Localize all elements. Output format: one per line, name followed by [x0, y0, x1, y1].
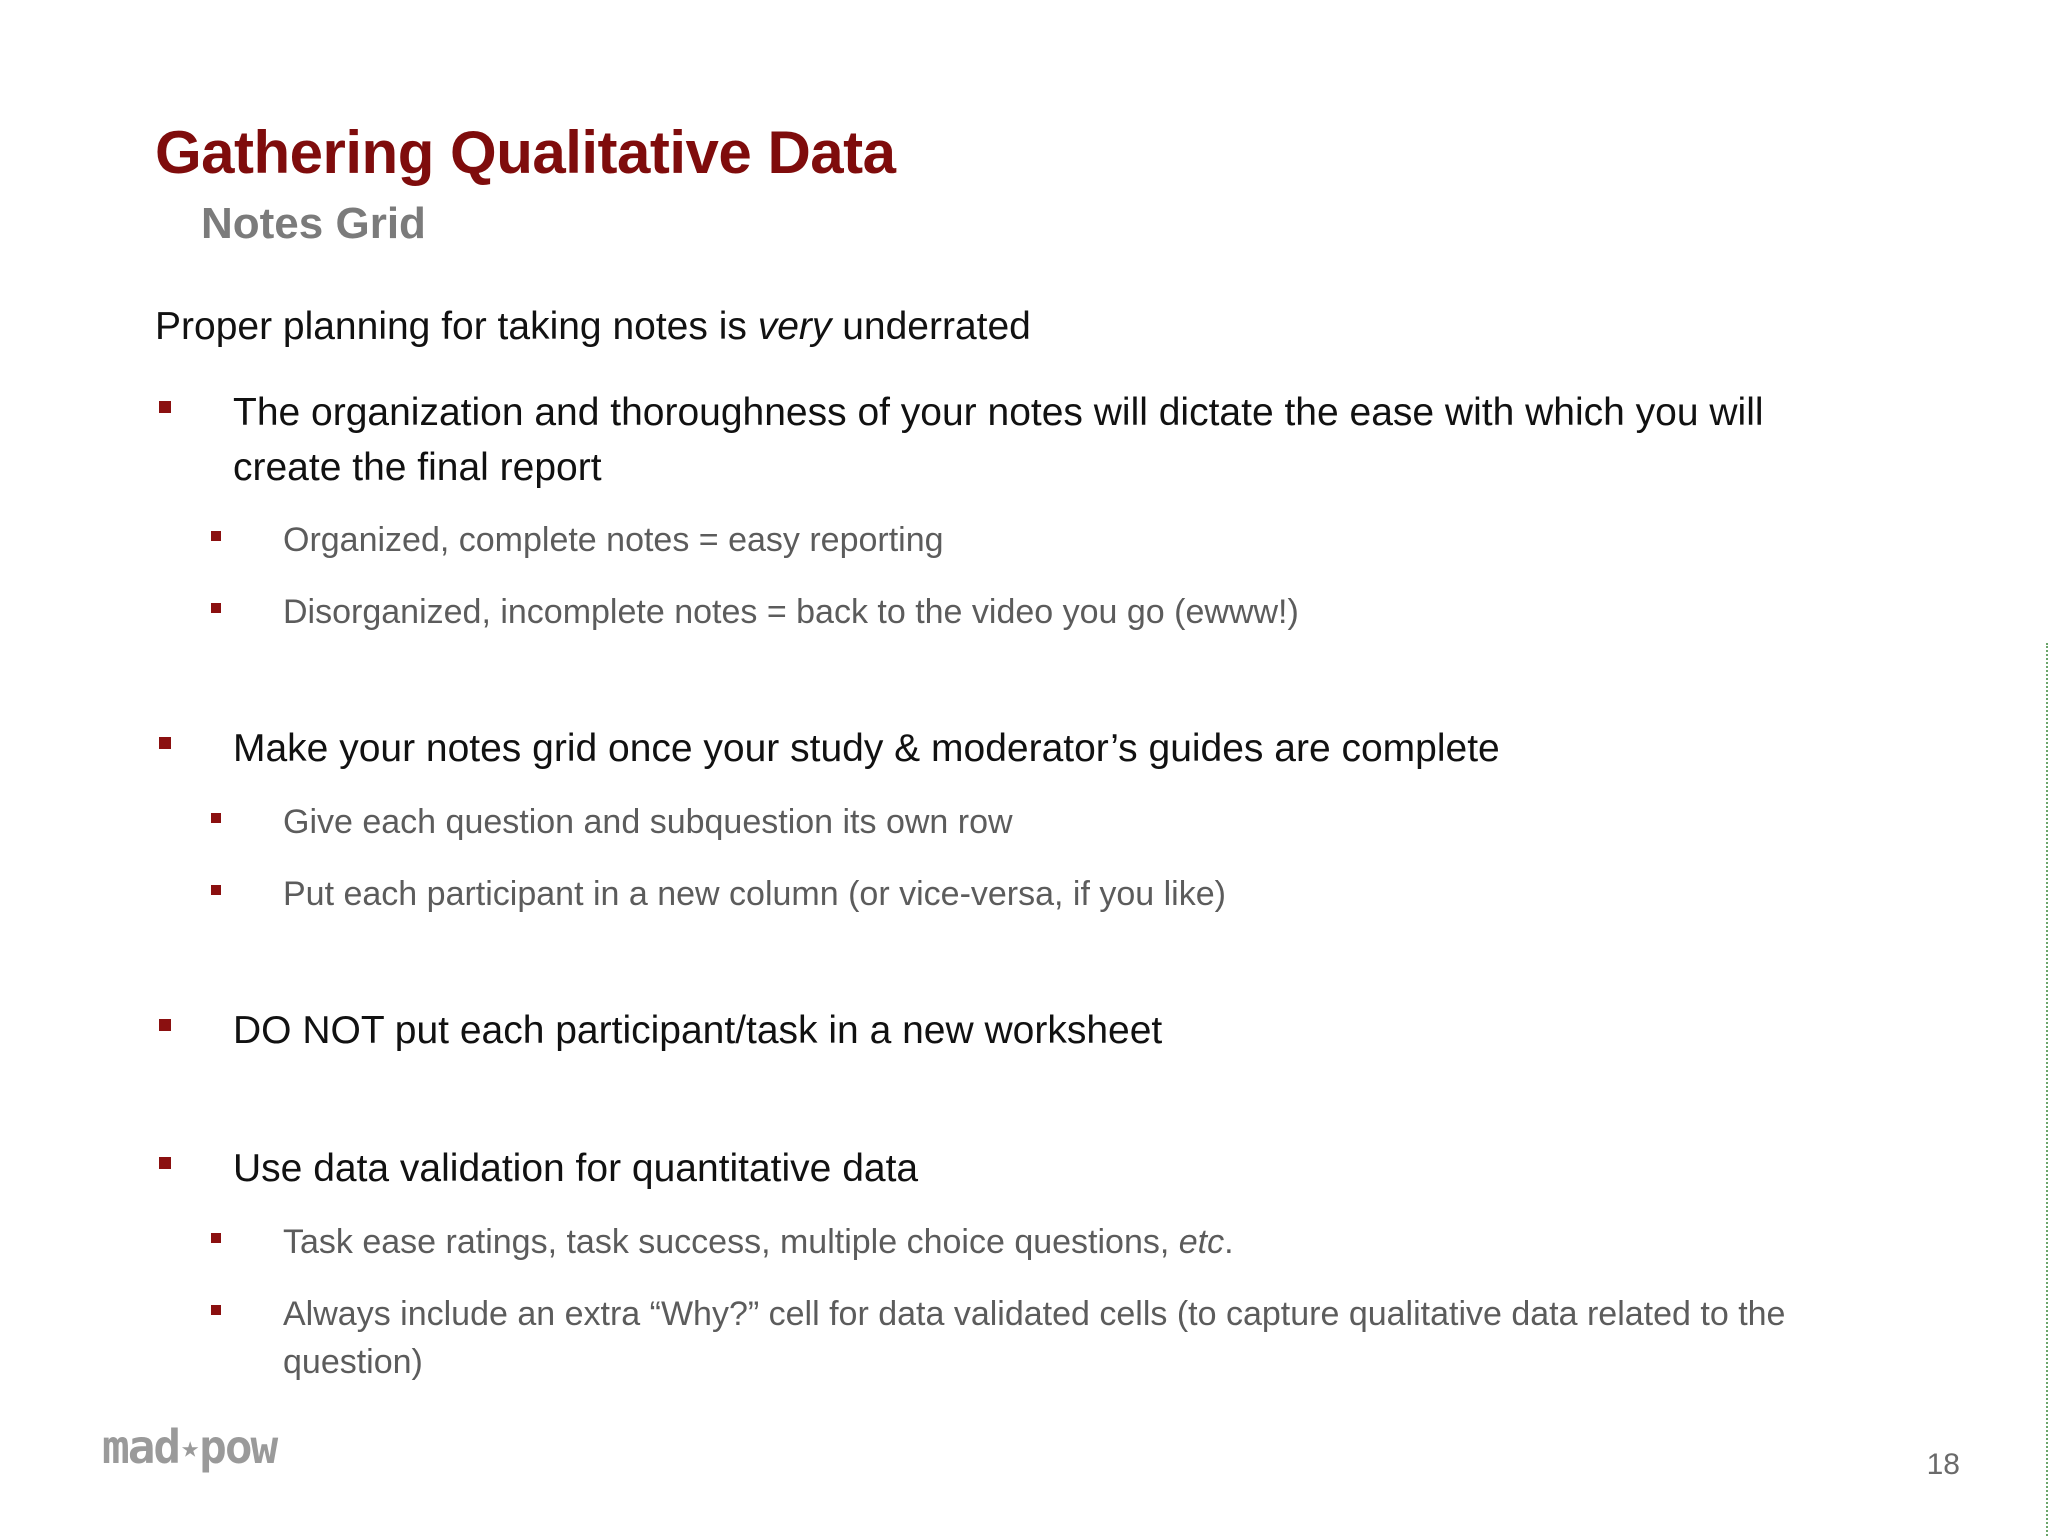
lead-emphasis: very [757, 305, 832, 348]
slide-title: Gathering Qualitative Data [155, 119, 896, 186]
square-bullet-icon [211, 1233, 221, 1243]
bullet-text: DO NOT put each participant/task in a new worksheet [233, 1009, 1163, 1052]
sub-bullet-text [283, 1218, 1883, 1266]
square-bullet-icon [211, 1305, 221, 1315]
sub-text-before: Task ease ratings, task success, multiple choice questions, [283, 1223, 1179, 1261]
lead-paragraph [155, 305, 1031, 349]
sub-bullet-text: Disorganized, incomplete notes = back to the video you go (ewww!) [283, 593, 1299, 631]
sub-bullet-text: Always include an extra “Why?” cell for data validated cells (to capture qualitative data related to the question) [283, 1295, 1786, 1381]
square-bullet-icon [159, 737, 171, 749]
sub-bullet-text: Put each participant in a new column (or vice-versa, if you like) [283, 875, 1226, 913]
square-bullet-icon [211, 885, 221, 895]
madpow-logo [102, 1420, 276, 1474]
sub-bullet-text: Organized, complete notes = easy reporting [283, 521, 944, 559]
logo-text-right: pow [199, 1420, 277, 1474]
square-bullet-icon [159, 1157, 171, 1169]
page-number: 18 [1926, 1448, 1960, 1481]
bullet-text: Use data validation for quantitative data [233, 1147, 919, 1190]
square-bullet-icon [159, 1019, 171, 1031]
logo-text-left: mad [102, 1420, 180, 1474]
sub-bullet-text: Give each question and subquestion its own row [283, 803, 1013, 841]
square-bullet-icon [159, 401, 171, 413]
sub-text-after: . [1224, 1223, 1234, 1261]
star-icon: ★ [181, 1430, 198, 1465]
bullet-text: The organization and thoroughness of your notes will dictate the ease with which you will create the final report [233, 391, 1764, 489]
square-bullet-icon [211, 603, 221, 613]
slide-subtitle: Notes Grid [201, 199, 426, 248]
lead-text-before: Proper planning for taking notes is [155, 305, 758, 348]
square-bullet-icon [211, 531, 221, 541]
sub-text-emphasis: etc [1178, 1223, 1225, 1261]
square-bullet-icon [211, 813, 221, 823]
bullet-text: Make your notes grid once your study & moderator’s guides are complete [233, 727, 1500, 770]
lead-text-after: underrated [831, 305, 1031, 348]
